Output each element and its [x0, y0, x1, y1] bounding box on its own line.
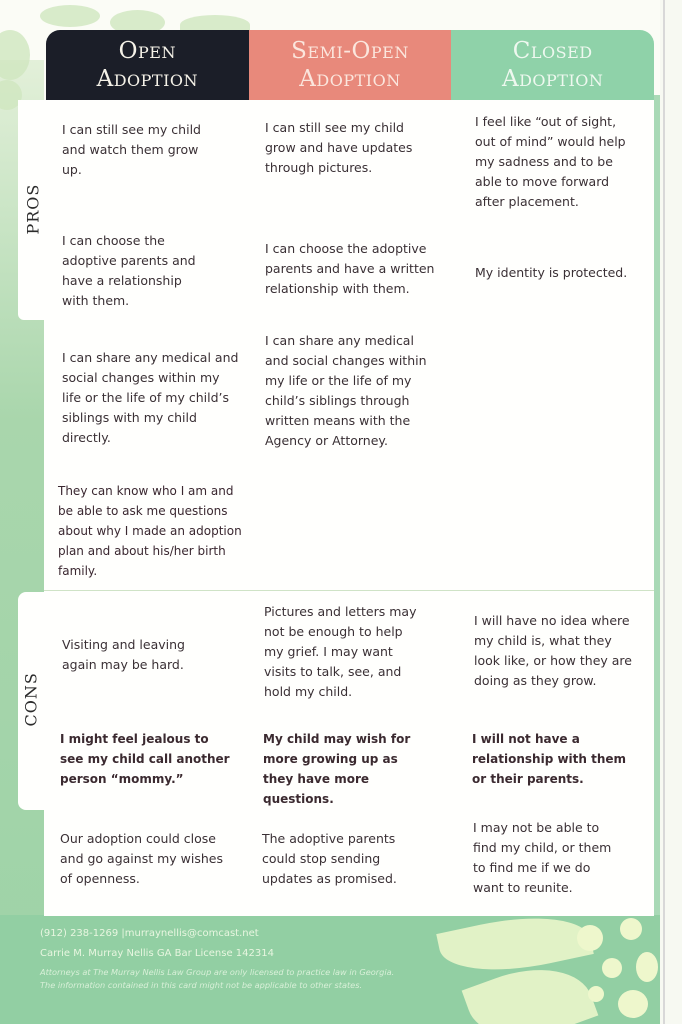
- footer-disclaimer-2: The information contained in this card might not be applicable to other states.: [40, 980, 363, 990]
- cons-closed-2: I will not have a relationship with them or their parents.: [472, 732, 627, 786]
- bubble-decoration: [618, 990, 648, 1018]
- bubble-decoration: [620, 918, 642, 940]
- pros-open-1: I can still see my child and watch them grow up.: [62, 122, 201, 177]
- header-semi-open-adoption: Semi-Open Adoption: [249, 30, 452, 100]
- cons-semi-2: My child may wish for more growing up as they have more questions.: [263, 732, 411, 806]
- header-closed-adoption: Closed Adoption: [451, 30, 654, 100]
- decor-dot: [40, 5, 100, 27]
- pros-semi-1: I can still see my child grow and have updates through pictures.: [265, 120, 413, 175]
- cons-open-2: I might feel jealous to see my child call another person “mommy.”: [60, 732, 230, 786]
- bubble-decoration: [588, 986, 604, 1002]
- pros-closed-2: My identity is protected.: [475, 265, 628, 280]
- adoption-type-header: [46, 30, 654, 100]
- pros-open-2: I can choose the adoptive parents and have a relationship with them.: [62, 233, 196, 308]
- cons-closed-1: I will have no idea where my child is, what they look like, or how they are doing as they grow.: [474, 613, 632, 688]
- cons-open-3: Our adoption could close and go against my wishes of openness.: [60, 831, 223, 886]
- bubble-decoration: [577, 925, 603, 951]
- pros-open-4: They can know who I am and be able to ask me questions about why I made an adoption plan and about his/her birth family.: [58, 484, 242, 578]
- pros-label: PROS: [23, 183, 43, 235]
- right-green-band: [654, 95, 660, 925]
- footer-contact: (912) 238-1269 |murraynellis@comcast.net: [40, 928, 259, 939]
- header-open-adoption: Open Adoption: [46, 30, 249, 100]
- pros-semi-2: I can choose the adoptive parents and have a written relationship with them.: [265, 241, 435, 296]
- bubble-decoration: [602, 958, 622, 978]
- footer-license: Carrie M. Murray Nellis GA Bar License 142314: [40, 948, 274, 959]
- cons-label: CONS: [21, 672, 41, 727]
- cons-open-1: Visiting and leaving again may be hard.: [62, 637, 185, 672]
- cons-closed-3: I may not be able to find my child, or them to find me if we do want to reunite.: [473, 820, 612, 895]
- cons-semi-3: The adoptive parents could stop sending updates as promised.: [262, 831, 397, 886]
- cons-semi-1: Pictures and letters may not be enough to help my grief. I may want visits to talk, see, and hold my child.: [264, 604, 417, 699]
- pros-open-3: I can share any medical and social changes within my life or the life of my child’s siblings with my child directly.: [62, 350, 239, 445]
- scan-edge: [663, 0, 665, 1024]
- footer-disclaimer-1: Attorneys at The Murray Nellis Law Group are only licensed to practice law in Georgia.: [40, 967, 395, 977]
- pros-semi-3: I can share any medical and social changes within my life or the life of my child’s siblings through written means with the Agency or Attorney.: [265, 333, 427, 448]
- pros-closed-1: I feel like “out of sight, out of mind” would help my sadness and to be able to move forward after placement.: [475, 114, 626, 209]
- bubble-decoration: [636, 952, 658, 982]
